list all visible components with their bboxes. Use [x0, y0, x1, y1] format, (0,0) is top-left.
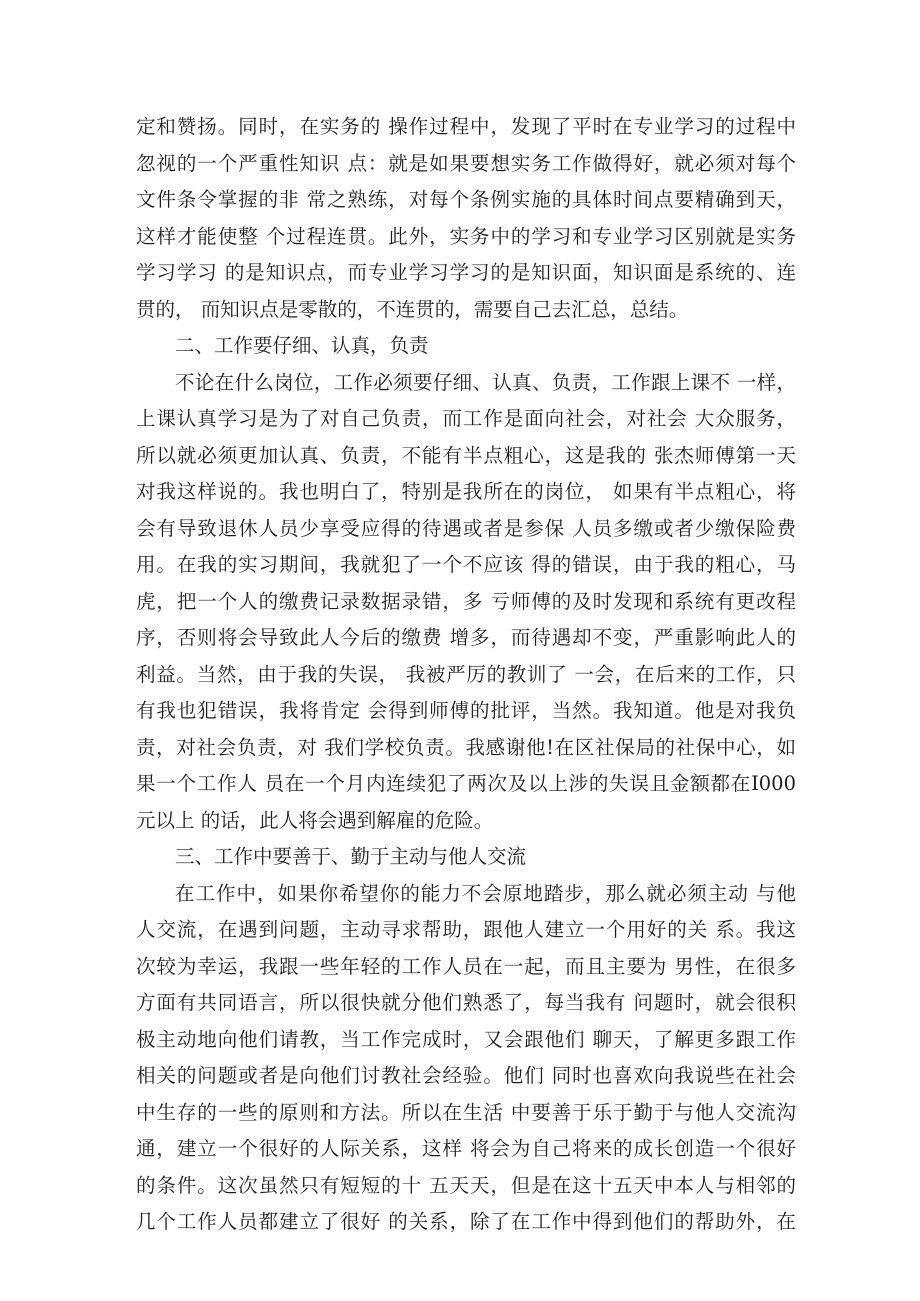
section-heading-2	[136, 328, 796, 365]
paragraph-communication	[136, 876, 796, 1241]
text-line: 中生存的一些的原则和方法。所以在生活 中要善于乐于勤于与他人交流沟	[136, 1100, 796, 1124]
heading-text: 二、工作要仔细、认真，负责	[175, 334, 429, 357]
text-line: 虎，把一个人的缴费记录数据录错，多 亏师傅的及时发现和系统有更改程	[136, 589, 796, 613]
text-line: 这样才能使整 个过程连贯。此外，实务中的学习和专业学习区别就是实务	[136, 224, 796, 248]
text-line: 有我也犯错误，我将肯定 会得到师傅的批评，当然。我知道。他是对我负	[136, 699, 796, 722]
section-heading-3	[136, 839, 796, 876]
text-line: 几个工作人员都建立了很好 的关系，除了在工作中得到他们的帮助外，在	[136, 1210, 796, 1233]
text-line: 通，建立一个很好的人际关系，这样 将会为自己将来的成长创造一个很好	[136, 1137, 796, 1160]
text-line: 方面有共同语言，所以很快就分他们熟悉了，每当我有 问题时，就会很积	[136, 991, 796, 1014]
text-line: 文件条令掌握的非 常之熟练，对每个条例实施的具体时间点要精确到天，	[136, 188, 796, 211]
text-line: 极主动地向他们请教，当工作完成时，又会跟他们 聊天，了解更多跟工作	[136, 1027, 796, 1051]
text-line: 利益。当然，由于我的失误， 我被严厉的教训了 一会，在后来的工作，只	[136, 662, 796, 686]
paragraph-practice-learning	[136, 109, 796, 328]
text-line: 责，对社会负责，对 我们学校负责。我感谢他!在区社保局的社保中心，如	[136, 735, 796, 759]
text-line: 对我这样说的。我也明白了，特别是我所在的岗位， 如果有半点粗心，将	[136, 480, 796, 503]
text-line: 次较为幸运，我跟一些年轻的工作人员在一起，而且主要为 男性，在很多	[136, 954, 796, 978]
text-line: 会有导致退休人员少享受应得的待遇或者是参保 人员多缴或者少缴保险费	[136, 516, 796, 540]
text-line: 在工作中，如果你希望你的能力不会原地踏步，那么就必须主动 与他	[175, 881, 796, 905]
document-body	[136, 109, 796, 1241]
text-line: 元以上 的话，此人将会遇到解雇的危险。	[136, 808, 494, 832]
text-line: 忽视的一个严重性知识 点：就是如果要想实务工作做得好，就必须对每个	[136, 151, 796, 175]
paragraph-work-carefully	[136, 365, 796, 840]
heading-text: 三、工作中要善于、勤于主动与他人交流	[175, 845, 527, 868]
text-line: 上课认真学习是为了对自己负责，而工作是面向社会，对社会 大众服务，	[136, 407, 796, 430]
text-line: 用。在我的实习期间，我就犯了一个不应该 得的错误，由于我的粗心，马	[136, 553, 796, 576]
text-line: 的条件。这次虽然只有短短的十 五天天，但是在这十五天中本人与相邻的	[136, 1173, 796, 1197]
text-line: 不论在什么岗位，工作必须要仔细、认真、负责，工作跟上课不 一样，	[175, 370, 796, 394]
text-line: 学习学习 的是知识点，而专业学习学习的是知识面，知识面是系统的、连	[136, 261, 796, 284]
text-line: 相关的问题或者是向他们讨教社会经验。他们 同时也喜欢向我说些在社会	[136, 1064, 796, 1087]
text-line: 所以就必须更加认真、负责，不能有半点粗心，这是我的 张杰师傅第一天	[136, 443, 796, 467]
text-line: 序，否则将会导致此人今后的缴费 增多，而待遇却不变，严重影响此人的	[136, 626, 796, 649]
text-line: 定和赞扬。同时，在实务的 操作过程中，发现了平时在专业学习的过程中	[136, 115, 796, 138]
text-line: 人交流，在遇到问题，主动寻求帮助，跟他人建立一个用好的关 系。我这	[136, 918, 796, 941]
text-line: 果一个工作人 员在一个月内连续犯了两次及以上涉的失误且金额都在I000	[136, 772, 796, 795]
text-line: 贯的， 而知识点是零散的，不连贯的，需要自己去汇总，总结。	[136, 297, 689, 321]
